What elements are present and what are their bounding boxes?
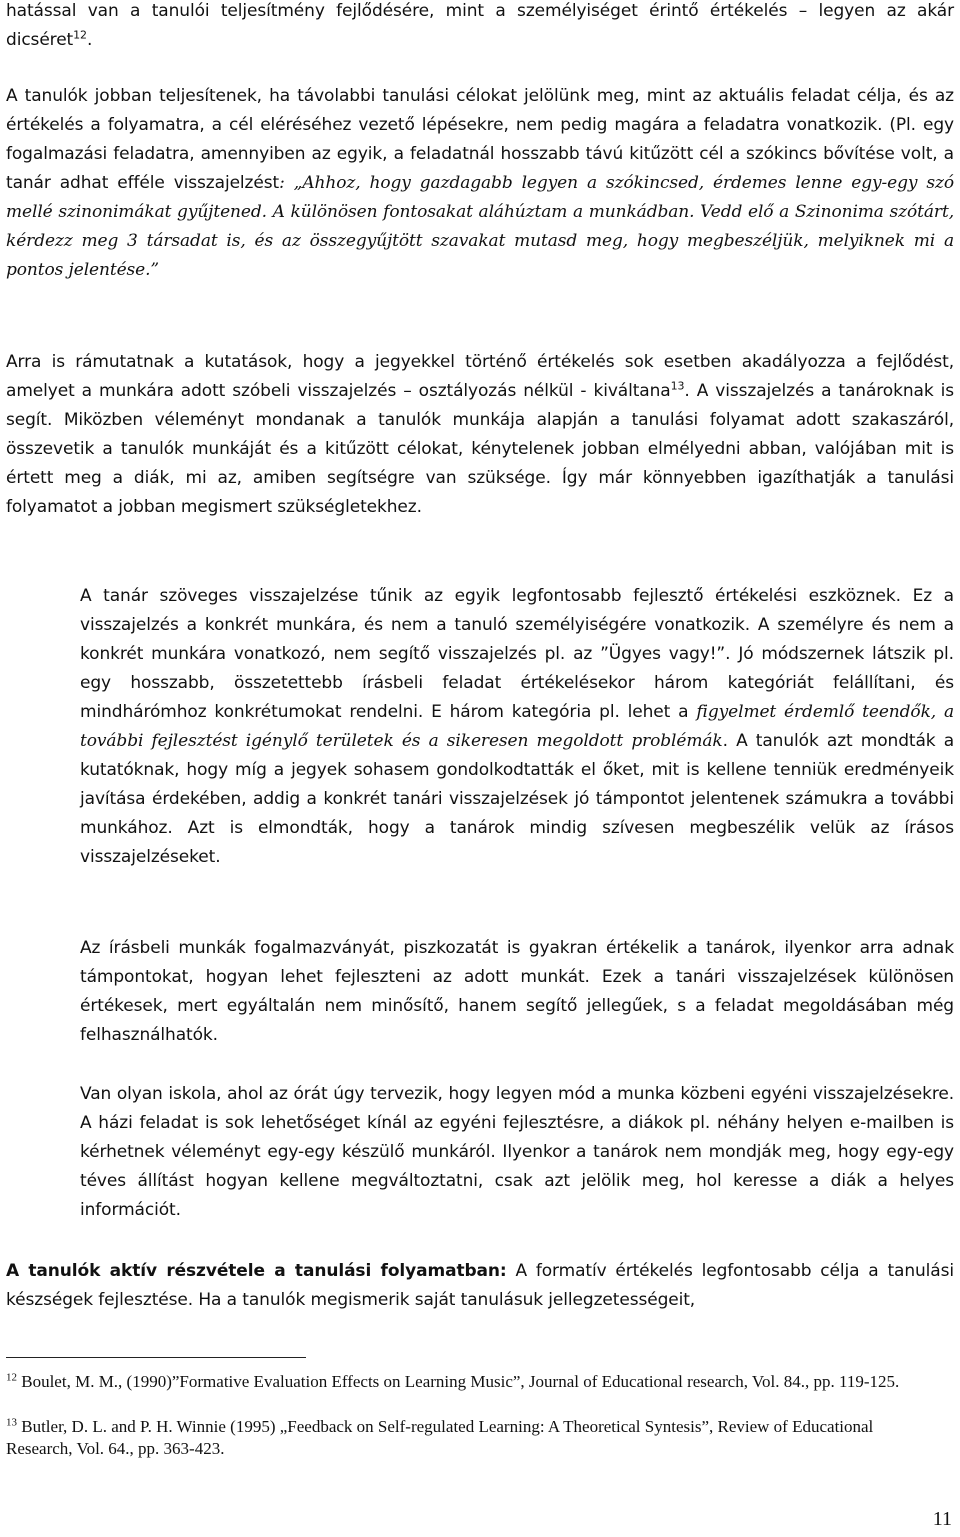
paragraph-grades-research <box>6 348 954 522</box>
footnote-ref-13[interactable]: 13 <box>670 379 685 393</box>
footnote-number: 12 <box>6 1371 17 1384</box>
paragraph-text: Arra is rámutatnak a kutatások, hogy a jegyekkel történő értékelés sok esetben akadályozza a fejlődést, amelyet a munkára adott szóbeli visszajelzés – osztályozás nélkül - kiváltana <box>6 352 954 401</box>
paragraph-learning-goals <box>6 82 954 285</box>
footnote-text: Butler, D. L. and P. H. Winnie (1995) „Feedback on Self-regulated Learning: A Theoretical Syntesis”, Review of Educational Research, Vol. 64., pp. 363-423. <box>6 1417 874 1458</box>
footnote-12 <box>6 1371 936 1393</box>
paragraph-text: A tanulók jobban teljesítenek, ha távolabbi tanulási célokat jelölünk meg, mint az aktuális feladat célja, és az értékelés a folyamatra, a cél eléréséhez vezető lépésekre, nem pedig magára a feladatra vonatkozik. (Pl. egy fogalmazási feladatra, amennyiben az egyik, a feladatnál hosszabb távú kitűzött cél a szókincs bővítése volt, a tanár adhat efféle visszajelzést <box>6 86 954 193</box>
paragraph-drafts: Az írásbeli munkák fogalmazványát, piszkozatát is gyakran értékelik a tanárok, ilyenkor arra adnak támpontokat, hogyan lehet fejleszteni az adott munkát. Ezek a tanári visszajelzések különösen értékesek, mert egyáltalán nem minősítő, hanem segítő jellegűek, s a feladat megoldásában még felhasználhatók. <box>80 938 954 1045</box>
paragraph-teacher-feedback <box>80 582 954 872</box>
section-heading: A tanulók aktív részvétele a tanulási folyamatban: <box>6 1261 507 1281</box>
paragraph-continuation <box>6 0 954 55</box>
three-categories: figyelmet érdemlő teendők, a további fejlesztést igénylő területek és a sikeresen megoldott problémák <box>80 702 954 751</box>
footnote-text: Boulet, M. M., (1990)”Formative Evaluation Effects on Learning Music”, Journal of Educational research, Vol. 84., pp. 119-125. <box>17 1372 900 1391</box>
example-quote: : „Ahhoz, hogy gazdagabb legyen a szókincsed, érdemes lenne egy-egy szó mellé szinonimákat gyűjtened. A különösen fontosakat aláhúztam a munkádban. Vedd elő a Szinonima szótárt, kérdezz meg 3 társadat is, és az összegyűjtött szavakat mutasd meg, hogy megbeszéljük, melyiknek mi a pontos jelentése.” <box>6 173 954 280</box>
paragraph-text: . A visszajelzés a tanároknak is segít. Miközben véleményt mondanak a tanulók munkája alapján a tanulási folyamat adott szakaszáról, összevetik a tanulók munkáját és a kitűzött célokat, kénytelenek jobban elmélyedni abban, valójában mit is értett meg a diák, mi az, amiben segítségre van szüksége. Így már könnyebben igazíthatják a tanulási folyamatot a jobban megismert szükségletekhez. <box>6 381 954 517</box>
paragraph-text: . A tanulók azt mondták a kutatóknak, hogy míg a jegyek sohasem gondolkodtatták el őket, mit is kellene tenniük eredményeik javítása érdekében, addig a konkrét tanári visszajelzések jó támpontot jelentenek számukra a további munkához. Azt is elmondták, hogy a tanárok mindig szívesen megbeszélik velük az írásos visszajelzéseket. <box>80 731 955 867</box>
footnote-separator <box>6 1357 306 1358</box>
paragraph-text: A tanár szöveges visszajelzése tűnik az egyik legfontosabb fejlesztő értékelési eszköznek. Ez a visszajelzés a konkrét munkára, és nem a tanuló személyiségére vonatkozik. A személyre és nem a konkrét munkára vonatkozó, nem segítő visszajelzés pl. az ”Ügyes vagy!”. Jó módszernek látszik pl. egy hosszabb, összetettebb írásbeli feladat értékelésekor három kategóriát felállítani, és mindhárómhoz konkrétumokat rendelni. E három kategória pl. lehet a <box>80 586 954 722</box>
paragraph-active-participation <box>6 1257 954 1315</box>
footnote-13 <box>6 1416 936 1460</box>
footnote-number: 13 <box>6 1416 17 1429</box>
paragraph-individual-feedback: Van olyan iskola, ahol az órát úgy tervezik, hogy legyen mód a munka közbeni egyéni visszajelzésekre. A házi feladat is sok lehetőséget kínál az egyéni fejlesztésre, a diákok pl. néhány helyen e-mailben is kérhetnek véleményt egy-egy készülő munkáról. Ilyenkor a tanárok nem mondják meg, hogy egy-egy téves állítást hogyan kellene megváltoztatni, csak azt jelölik meg, hol keresse a diák a helyes információt. <box>80 1084 954 1220</box>
paragraph-text: . <box>86 30 93 50</box>
footnote-ref-12[interactable]: 12 <box>73 28 87 42</box>
paragraph-text: hatással van a tanulói teljesítmény fejlődésére, mint a személyiséget érintő értékelés – legyen az akár dicséret <box>6 1 954 50</box>
paragraph-text: A formatív értékelés legfontosabb célja a tanulási készségek fejlesztése. Ha a tanulók megismerik saját tanulásuk jellegzetességeit, <box>6 1261 954 1310</box>
page-number: 11 <box>932 1508 952 1530</box>
